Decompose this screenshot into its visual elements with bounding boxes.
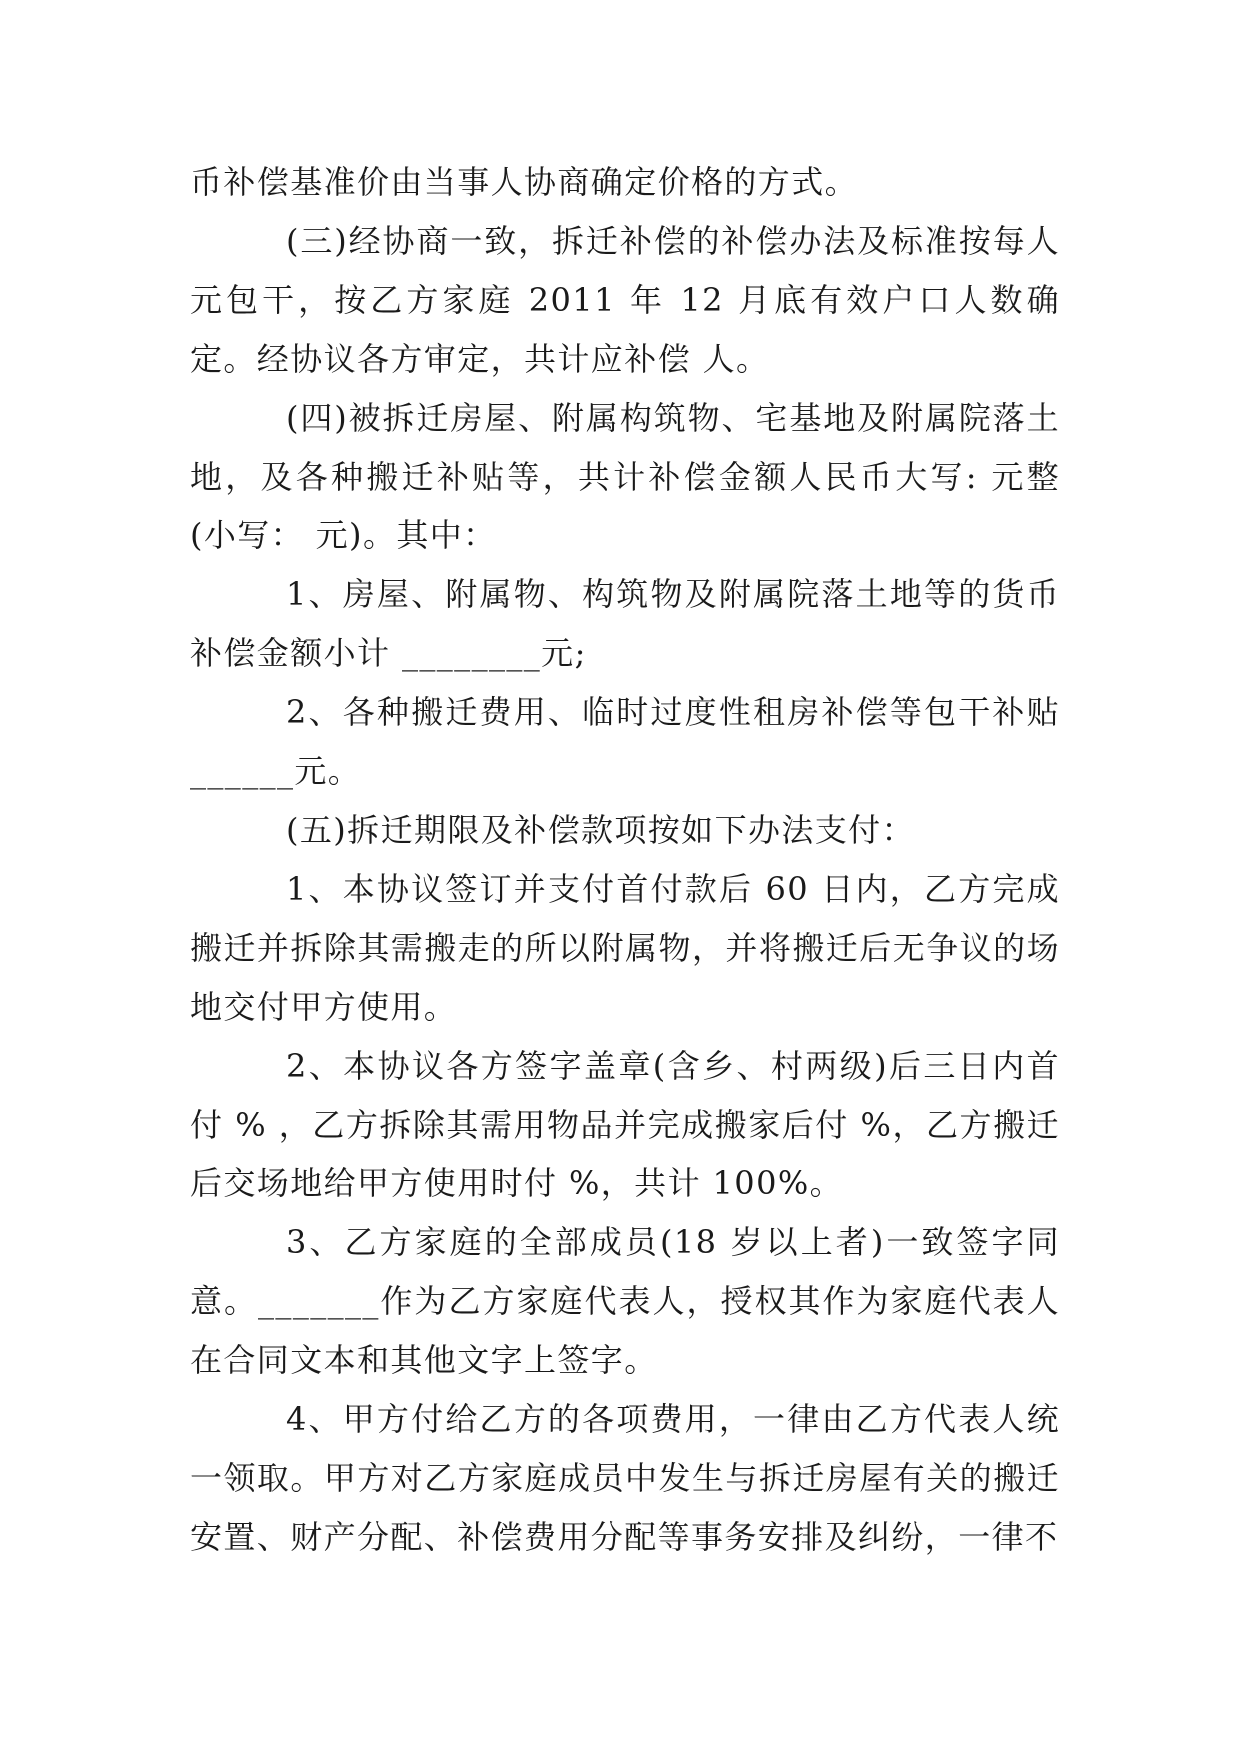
paragraph-clause-5: (五)拆迁期限及补偿款项按如下办法支付：: [286, 810, 915, 849]
paragraph-clause-5-item-1: 1、本协议签订并支付首付款后 60 日内，乙方完成搬迁并拆除其需搬走的所以附属物，并将搬迁后无争议的场地交付甲方使用。: [190, 869, 1060, 1026]
paragraph-clause-5-item-3: 3、乙方家庭的全部成员(18 岁以上者)一致签字同意。_______作为乙方家庭代表人，授权其作为家庭代表人在合同文本和其他文字上签字。: [190, 1223, 1060, 1380]
paragraph-clause-4-item-2: 2、各种搬迁费用、临时过度性租房补偿等包干补贴______元。: [190, 693, 1060, 791]
paragraph-clause-4: (四)被拆迁房屋、附属构筑物、宅基地及附属院落土地，及各种搬迁补贴等，共计补偿金额人民币大写: 元整(小写： 元)。其中：: [190, 398, 1060, 555]
paragraph-clause-5-item-4: 4、甲方付给乙方的各项费用，一律由乙方代表人统一领取。甲方对乙方家庭成员中发生与拆迁房屋有关的搬迁安置、财产分配、补偿费用分配等事务安排及纠纷，一律不: [190, 1400, 1060, 1556]
paragraph-clause-4-item-1: 1、房屋、附属物、构筑物及附属院落土地等的货币补偿金额小计 ________元;: [190, 575, 1060, 673]
paragraph-continuation: 币补偿基准价由当事人协商确定价格的方式。: [190, 163, 859, 201]
paragraph-clause-3: (三)经协商一致，拆迁补偿的补偿办法及标准按每人元包干，按乙方家庭 2011 年 12 月底有效户口人数确定。经协议各方审定，共计应补偿 人。: [190, 221, 1060, 378]
paragraph-clause-5-item-2: 2、本协议各方签字盖章(含乡、村两级)后三日内首付 % ，乙方拆除其需用物品并完成搬家后付 %，乙方搬迁后交场地给甲方使用时付 %，共计 100%。: [190, 1046, 1060, 1203]
document-body: [190, 153, 1060, 1567]
